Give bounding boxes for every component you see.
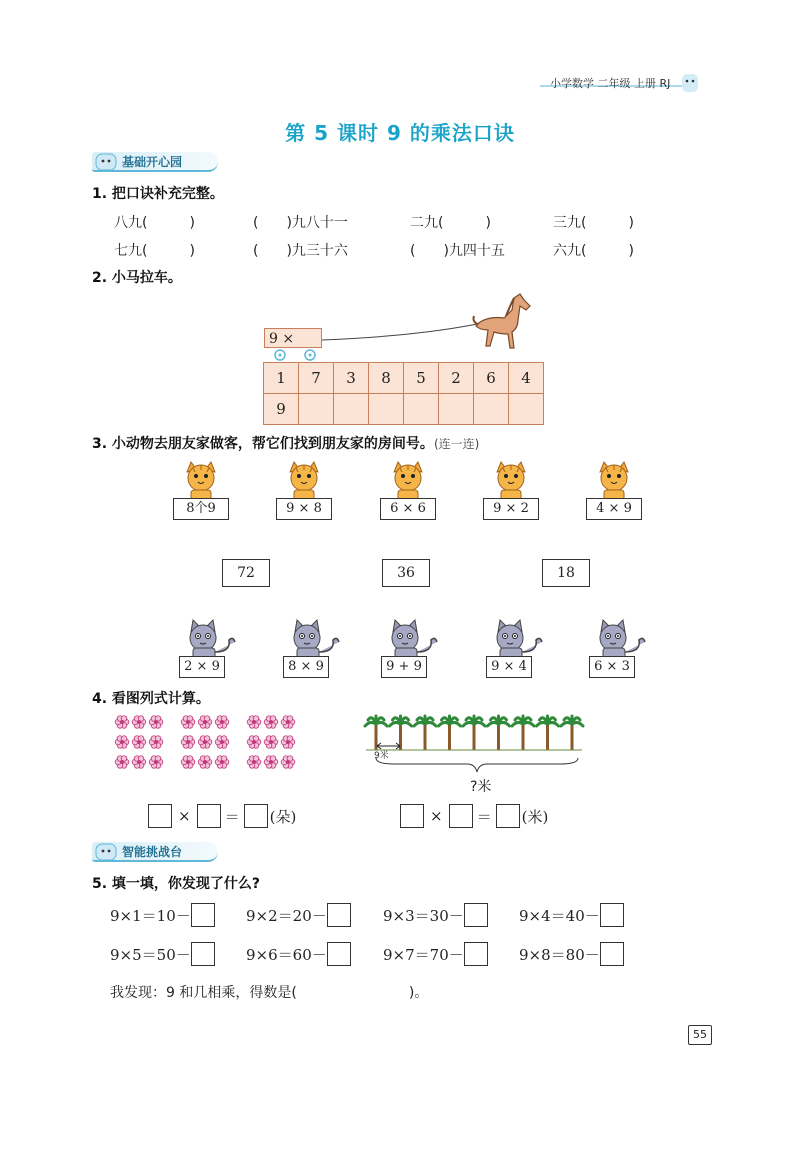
tiger-card[interactable] (173, 460, 229, 520)
unit-label: (朵) (269, 807, 297, 826)
cat-icon (595, 618, 647, 660)
flower (115, 736, 129, 749)
cat-card[interactable] (179, 618, 239, 678)
grid-answer-cell[interactable] (474, 394, 509, 425)
cart-wheels-icon (272, 348, 322, 362)
flower (115, 756, 129, 769)
unit-label: (米) (521, 807, 549, 826)
right-equation (400, 804, 548, 828)
flower (281, 716, 295, 729)
page-title: 第 5 课时 9 的乘法口诀 (285, 121, 515, 145)
flower (181, 716, 195, 729)
q5-item (246, 942, 351, 966)
cat-card-label: 9 + 9 (381, 656, 427, 678)
q5-expression: 9×5＝50－ (110, 945, 191, 964)
grid-cell: 2 (439, 363, 474, 394)
room-number-box[interactable]: 36 (382, 559, 430, 587)
page-number: 55 (688, 1025, 712, 1045)
q5-item (110, 903, 215, 927)
flower (247, 716, 261, 729)
palm-tree (488, 716, 510, 750)
answer-box[interactable] (400, 804, 424, 828)
q1-r1-item: 二九( ) (410, 215, 491, 231)
cat-card[interactable] (283, 618, 343, 678)
grid-answer-cell[interactable] (509, 394, 544, 425)
cat-card-label: 9 × 4 (486, 656, 532, 678)
tiger-card[interactable] (380, 460, 436, 520)
q5-expression: 9×3＝30－ (383, 906, 464, 925)
q5-item (519, 903, 624, 927)
q5-item (519, 942, 624, 966)
cart (264, 328, 324, 364)
flower (132, 716, 146, 729)
cat-icon (185, 618, 237, 660)
flower (264, 716, 278, 729)
q5-expression: 9×2＝20－ (246, 906, 327, 925)
flower (281, 756, 295, 769)
palm-tree (439, 716, 461, 750)
section-label: 智能挑战台 (122, 845, 183, 859)
equals-sign: ＝ (476, 807, 492, 826)
cat-card[interactable] (589, 618, 649, 678)
cat-card[interactable] (381, 618, 441, 678)
flower (181, 756, 195, 769)
section-label: 基础开心园 (122, 155, 183, 169)
tiger-icon (491, 460, 531, 500)
tiger-card[interactable] (483, 460, 539, 520)
answer-box[interactable] (191, 903, 215, 927)
left-equation (148, 804, 296, 828)
q2-title: 2. 小马拉车。 (92, 270, 182, 286)
flower (198, 736, 212, 749)
palm-tree (512, 716, 534, 750)
q5-expression: 9×1＝10－ (110, 906, 191, 925)
grid-cell: 9 (264, 394, 299, 425)
cat-card-label: 2 × 9 (179, 656, 225, 678)
answer-box[interactable] (496, 804, 520, 828)
answer-box[interactable] (327, 942, 351, 966)
grid-bottom-row (264, 394, 544, 425)
cart-label: 9 × (264, 328, 322, 348)
tree-gap-label: 9米 (374, 751, 389, 761)
room-number-box[interactable]: 72 (222, 559, 270, 587)
flower (198, 756, 212, 769)
flower (181, 736, 195, 749)
answer-box[interactable] (464, 942, 488, 966)
q5-title: 5. 填一填，你发现了什么? (92, 876, 261, 892)
header-text: 小学数学 二年级 上册 RJ (550, 77, 671, 90)
grid-cell: 6 (474, 363, 509, 394)
grid-answer-cell[interactable] (369, 394, 404, 425)
q1-r2-item: 七九( ) (114, 243, 195, 259)
flower-groups-icon (112, 712, 298, 774)
flower (247, 736, 261, 749)
answer-box[interactable] (244, 804, 268, 828)
grid-cell: 4 (509, 363, 544, 394)
answer-box[interactable] (197, 804, 221, 828)
answer-box[interactable] (600, 942, 624, 966)
grid-answer-cell[interactable] (439, 394, 474, 425)
q5-expression: 9×4＝40－ (519, 906, 600, 925)
tiger-icon (594, 460, 634, 500)
q5-expression: 9×7＝70－ (383, 945, 464, 964)
palm-tree (414, 716, 436, 750)
tiger-icon (284, 460, 324, 500)
grid-cell: 7 (299, 363, 334, 394)
tiger-icon (388, 460, 428, 500)
grid-answer-cell[interactable] (299, 394, 334, 425)
grid-cell: 8 (369, 363, 404, 394)
cat-card[interactable] (486, 618, 546, 678)
flower (247, 756, 261, 769)
palm-tree (365, 716, 387, 750)
times-sign: × (178, 807, 191, 825)
flower (215, 736, 229, 749)
cat-icon (387, 618, 439, 660)
answer-box[interactable] (464, 903, 488, 927)
cat-icon (492, 618, 544, 660)
palm-tree (463, 716, 485, 750)
flower (115, 716, 129, 729)
equals-sign: ＝ (224, 807, 240, 826)
flower (132, 736, 146, 749)
grid-top-row (264, 363, 544, 394)
q5-expression: 9×6＝60－ (246, 945, 327, 964)
flower (149, 716, 163, 729)
tiger-card-label: 4 × 9 (586, 498, 642, 520)
q1-r2-item: ( )九四十五 (410, 243, 505, 259)
tiger-card-label: 6 × 6 (380, 498, 436, 520)
q5-item (383, 903, 488, 927)
flower (132, 756, 146, 769)
q5-finding: 我发现：9 和几相乘，得数是( )。 (110, 985, 429, 1001)
q3-title (92, 433, 479, 453)
q5-item (246, 903, 351, 927)
multiplication-grid (263, 362, 544, 425)
grid-answer-cell[interactable] (334, 394, 369, 425)
grid-cell: 5 (404, 363, 439, 394)
section-banner-challenge (92, 842, 222, 862)
grid-cell: 1 (264, 363, 299, 394)
flower (215, 716, 229, 729)
flower (149, 756, 163, 769)
flower (215, 756, 229, 769)
q5-expression: 9×8＝80－ (519, 945, 600, 964)
header-strip (530, 72, 700, 92)
flower (264, 736, 278, 749)
q5-item (383, 942, 488, 966)
q5-item (110, 942, 215, 966)
q1-r1-item: 三九( ) (553, 215, 634, 231)
answer-box[interactable] (191, 942, 215, 966)
q1-r2-item: ( )九三十六 (253, 243, 348, 259)
answer-box[interactable] (600, 903, 624, 927)
tiger-card-label: 9 × 8 (276, 498, 332, 520)
answer-box[interactable] (327, 903, 351, 927)
horse-icon (470, 292, 534, 358)
tiger-icon (181, 460, 221, 500)
flower (281, 736, 295, 749)
q1-r1-item: ( )九八十一 (253, 215, 348, 231)
grid-answer-cell[interactable] (404, 394, 439, 425)
bear-icon (94, 150, 120, 172)
tiger-card-label: 8个9 (173, 498, 229, 520)
q1-title: 1. 把口诀补充完整。 (92, 186, 224, 202)
flower (149, 736, 163, 749)
palm-tree (390, 716, 412, 750)
cat-icon (289, 618, 341, 660)
q3-title-text: 3. 小动物去朋友家做客，帮它们找到朋友家的房间号。 (92, 436, 434, 452)
cat-card-label: 6 × 3 (589, 656, 635, 678)
tiger-card-label: 9 × 2 (483, 498, 539, 520)
palm-tree (561, 716, 583, 750)
cat-card-label: 8 × 9 (283, 656, 329, 678)
palm-tree (537, 716, 559, 750)
room-number-box[interactable]: 18 (542, 559, 590, 587)
answer-box[interactable] (148, 804, 172, 828)
q1-r1-item: 八九( ) (114, 215, 195, 231)
q4-title: 4. 看图列式计算。 (92, 691, 210, 707)
grid-cell: 3 (334, 363, 369, 394)
answer-box[interactable] (449, 804, 473, 828)
section-banner-basic (92, 152, 222, 172)
q3-hint: (连一连) (433, 437, 480, 451)
bear-icon (94, 840, 120, 862)
flower (198, 716, 212, 729)
q1-r2-item: 六九( ) (553, 243, 634, 259)
times-sign: × (430, 807, 443, 825)
total-length-label: ?米 (470, 779, 492, 795)
flower (264, 756, 278, 769)
tiger-card[interactable] (276, 460, 332, 520)
tiger-card[interactable] (586, 460, 642, 520)
brace-icon (374, 756, 580, 776)
